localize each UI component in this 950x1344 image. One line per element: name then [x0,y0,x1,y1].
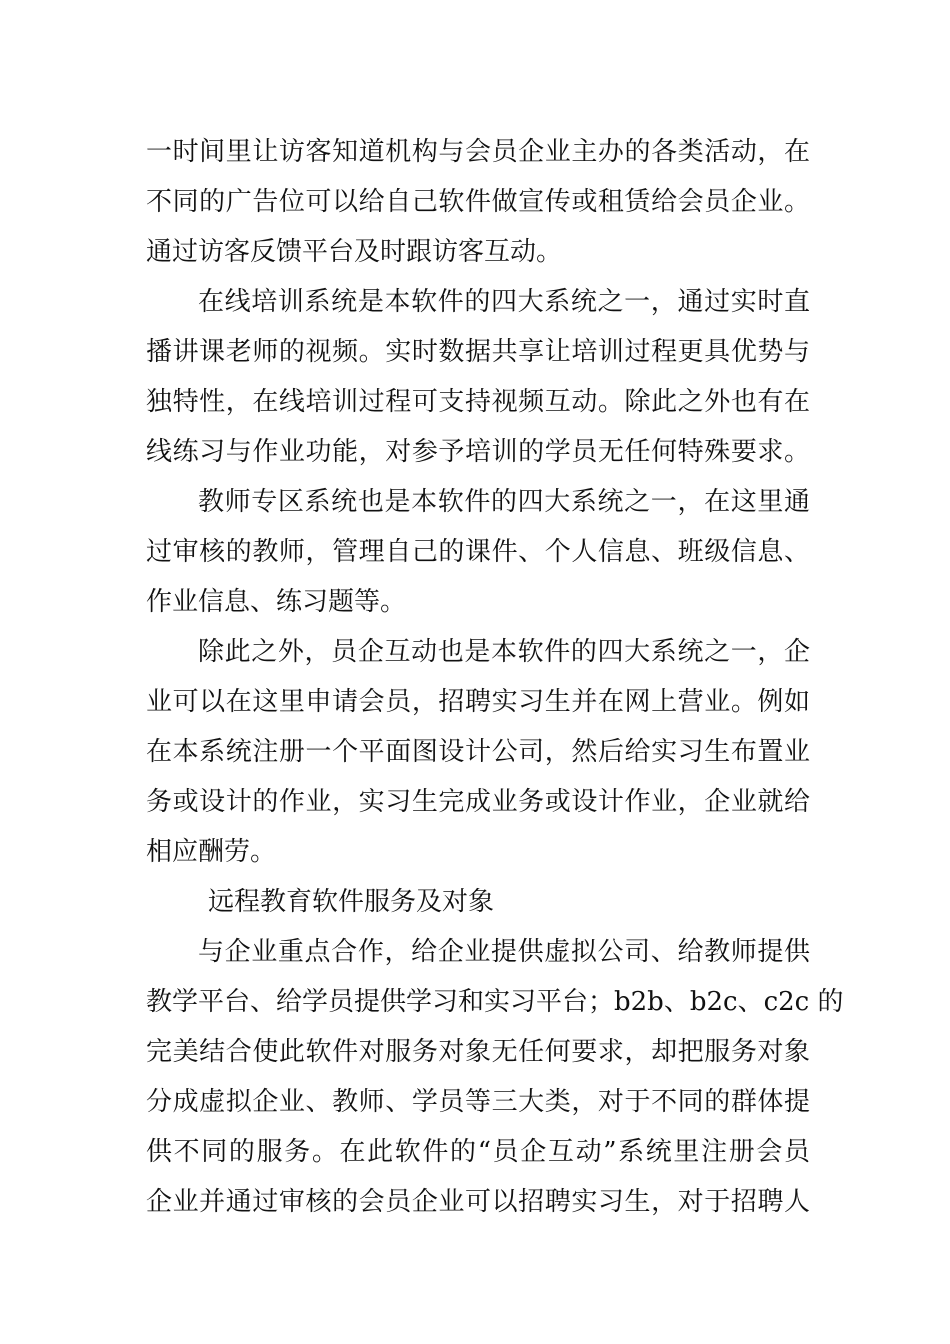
text-line: 一时间里让访客知道机构与会员企业主办的各类活动，在 [146,137,810,167]
text-line: 相应酬劳。 [146,837,277,867]
document-body [146,127,844,1227]
text-line: 独特性，在线培训过程可支持视频互动。除此之外也有在 [146,387,810,417]
text-line: 分成虚拟企业、教师、学员等三大类，对于不同的群体提 [146,1087,810,1117]
text-line: 播讲课老师的视频。实时数据共享让培训过程更具优势与 [146,337,810,367]
text-line: 不同的广告位可以给自己软件做宣传或租赁给会员企业。 [146,187,810,217]
text-line: 除此之外，员企互动也是本软件的四大系统之一，企 [198,637,810,667]
text-line: 供不同的服务。在此软件的“员企互动”系统里注册会员 [146,1137,810,1167]
text-line: 教师专区系统也是本软件的四大系统之一，在这里通 [198,487,810,517]
text-line: 业可以在这里申请会员，招聘实习生并在网上营业。例如 [146,687,810,717]
text-line: 作业信息、练习题等。 [146,587,407,617]
text-line: 教学平台、给学员提供学习和实习平台；b2b、b2c、c2c 的 [146,987,844,1017]
text-line: 线练习与作业功能，对参予培训的学员无任何特殊要求。 [146,437,810,467]
text-line: 完美结合使此软件对服务对象无任何要求，却把服务对象 [146,1037,810,1067]
text-line: 通过访客反馈平台及时跟访客互动。 [146,237,563,267]
text-line: 在线培训系统是本软件的四大系统之一，通过实时直 [198,287,810,317]
section-heading: 远程教育软件服务及对象 [208,887,495,917]
text-line: 务或设计的作业，实习生完成业务或设计作业，企业就给 [146,787,810,817]
text-line: 企业并通过审核的会员企业可以招聘实习生，对于招聘人 [146,1187,810,1217]
text-line: 在本系统注册一个平面图设计公司，然后给实习生布置业 [146,737,810,767]
text-line: 过审核的教师，管理自己的课件、个人信息、班级信息、 [146,537,810,567]
text-line: 与企业重点合作，给企业提供虚拟公司、给教师提供 [198,937,810,967]
